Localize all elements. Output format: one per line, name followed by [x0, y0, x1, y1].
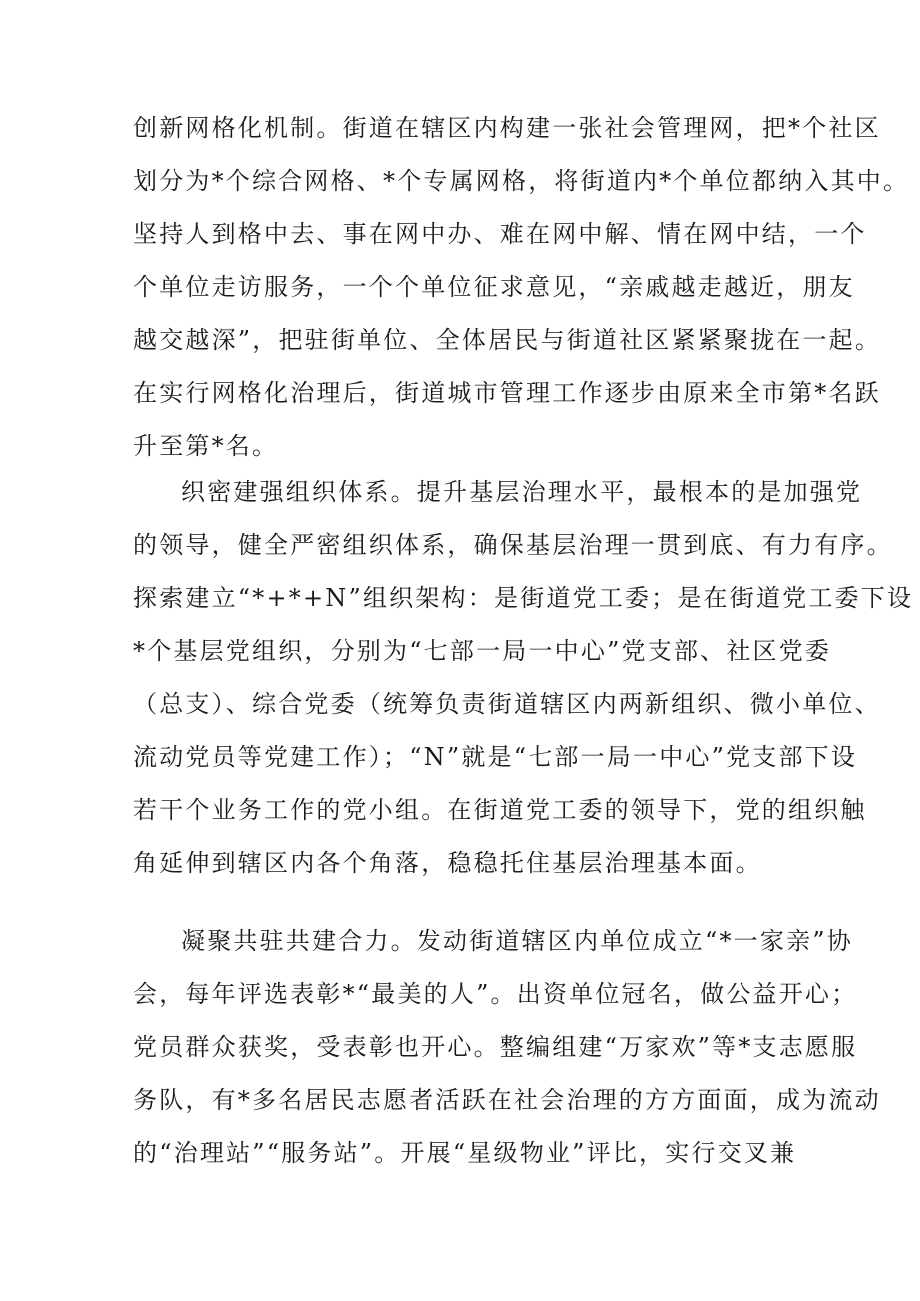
paragraph-line: 创新网格化机制。街道在辖区内构建一张社会管理网，把*个社区 [133, 114, 881, 142]
paragraph-line: 流动党员等党建工作）；“N”就是“七部一局一中心”党支部下设 [133, 743, 858, 771]
paragraph-line: 务队，有*多名居民志愿者活跃在社会治理的方方面面，成为流动 [133, 1086, 881, 1114]
paragraph-line: *个基层党组织，分别为“七部一局一中心”党支部、社区党委 [133, 637, 832, 665]
paragraph-line: 若干个业务工作的党小组。在街道党工委的领导下，党的组织触 [133, 796, 867, 824]
paragraph-line: 在实行网格化治理后，街道城市管理工作逐步由原来全市第*名跃 [133, 379, 881, 407]
paragraph-line: 角延伸到辖区内各个角落，稳稳托住基层治理基本面。 [133, 849, 762, 877]
paragraph-joint-construction [133, 915, 881, 1180]
paragraph-line: （总支）、综合党委（统筹负责街道辖区内两新组织、微小单位、 [133, 690, 881, 718]
paragraph-line: 的“治理站”“服务站”。开展“星级物业”评比，实行交叉兼 [133, 1139, 797, 1167]
paragraph-grid-mechanism [133, 102, 910, 473]
paragraph-line: 个单位走访服务，一个个单位征求意见，“亲戚越走越近，朋友 [133, 273, 855, 301]
paragraph-line: 划分为*个综合网格、*个专属网格，将街道内*个单位都纳入其中。 [133, 167, 910, 195]
paragraph-line: 探索建立“*+*+N”组织架构：是街道党工委；是在街道党工委下设 [133, 584, 914, 612]
paragraph-line: 会，每年评选表彰*“最美的人”。出资单位冠名，做公益开心； [133, 980, 858, 1008]
paragraph-line: 织密建强组织体系。提升基层治理水平，最根本的是加强党 [181, 478, 863, 506]
paragraph-line: 凝聚共驻共建合力。发动街道辖区内单位成立“*一家亲”协 [181, 927, 853, 955]
paragraph-line: 坚持人到格中去、事在网中办、难在网中解、情在网中结，一个 [133, 220, 867, 248]
paragraph-line: 越交越深”，把驻街单位、全体居民与街道社区紧紧聚拢在一起。 [133, 326, 882, 354]
paragraph-line: 升至第*名。 [133, 432, 279, 460]
paragraph-organization-system [133, 466, 914, 890]
paragraph-line: 的领导，健全严密组织体系，确保基层治理一贯到底、有力有序。 [133, 531, 893, 559]
paragraph-line: 党员群众获奖，受表彰也开心。整编组建“万家欢”等*支志愿服 [133, 1033, 858, 1061]
